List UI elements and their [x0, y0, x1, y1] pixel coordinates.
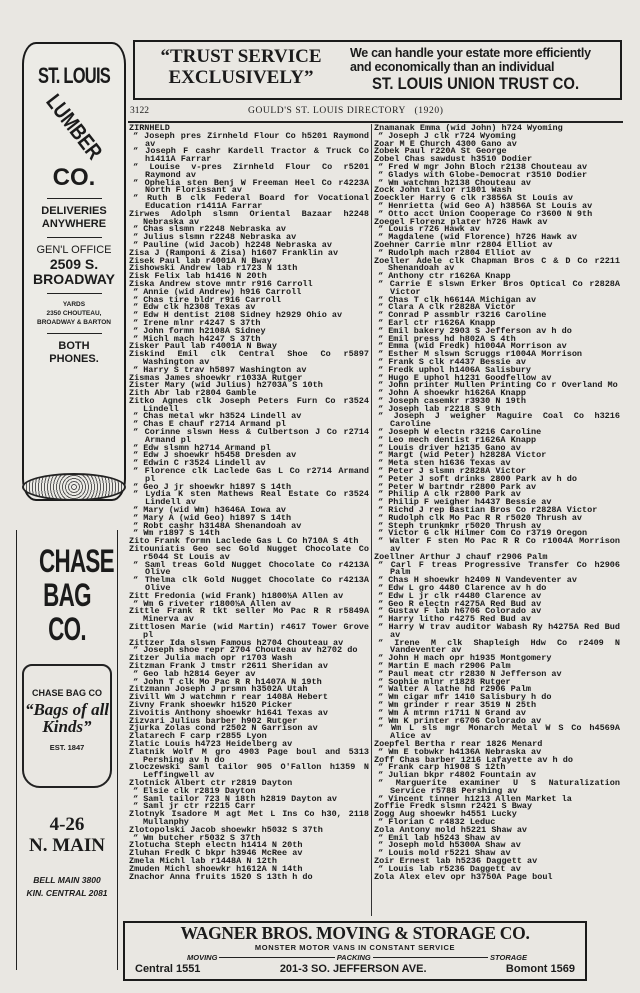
directory-entry: Zivoitis Anthony shoewkr h1641 Texas av	[129, 707, 328, 718]
directory-entry: “ Wm grinder r rear 3519 N 25th	[378, 699, 537, 710]
directory-entry: “ Florence clk Laclede Gas L Co r2714 Armand pl	[133, 466, 369, 484]
directory-entry: “ Vincent tinner h1213 Allen Market la	[378, 793, 572, 804]
directory-entry: “ John printer Mullen Printing Co r Overland Mo	[378, 380, 618, 391]
directory-entry: “ Ophelia sten Benj W Freeman Heel Co r4223A North Florissant av	[133, 177, 369, 196]
directory-entry: “ Harry S trav h5897 Washington av	[133, 364, 307, 375]
directory-entry: Zizvari Julius barber h902 Rutger	[129, 715, 298, 726]
lumber-yards: 2350 CHOUTEAU,	[46, 310, 102, 317]
directory-entry: “ Fredk uphol h1406A Salisbury	[378, 364, 532, 375]
directory-entry: “ Walter A lathe hd r2906 Palm	[378, 684, 532, 695]
directory-entry: “ Wm G riveter r1800½A Allen av	[133, 598, 292, 609]
divider	[219, 957, 334, 958]
directory-entry: Ziskind Emil clk Central Shoe Co r5897 Washington av	[129, 349, 369, 367]
directory-entry: Zito Frank formn Laclede Gas L Co h710A S 4th	[129, 536, 359, 547]
ad-company-name: ST. LOUIS UNION TRUST CO.	[372, 75, 580, 93]
directory-entry: Zitt Fredonia (wid Frank) h1800½A Allen av	[129, 590, 344, 601]
directory-entry: “ Julius slsmn r2248 Nebraska av	[133, 232, 297, 243]
directory-entry: Zogg Aug shoewkr h4551 Lucky	[374, 809, 517, 820]
directory-entry: “ Steph trunkmkr r5020 Thrush av	[378, 520, 542, 531]
directory-entry: “ Walter F sten Mo Pac R R Co r1004A Morrison av	[378, 536, 620, 555]
directory-entry: “ Louis mold r5221 Shaw av	[378, 848, 511, 859]
service-label: PACKING	[336, 953, 371, 962]
moving-address: 201-3 SO. JEFFERSON AVE.	[279, 963, 427, 975]
directory-entry: “ Hugo E uphol h1231 Goodfellow av	[378, 372, 552, 383]
directory-entry: “ Thelma clk Gold Nugget Chocolate Co r4213A Olive	[133, 575, 369, 594]
lumber-company-advertisement	[22, 42, 126, 501]
directory-entry: “ Irene M clk Shapleigh Hdw Co r2409 N Vandeventer av	[378, 637, 620, 656]
chase-phones	[17, 874, 117, 900]
directory-entry: “ Elsie clk r2819 Dayton	[133, 785, 256, 796]
phone-left: Central 1551	[135, 963, 201, 975]
directory-entry: “ Mary (wid Wm) h3646A Iowa av	[133, 505, 287, 516]
directory-entry: Zmuden Michl shoewkr h1612A N 14th	[129, 863, 303, 874]
directory-entry: “ Edw L jr clk r4480 Clarence av	[378, 590, 542, 601]
directory-entry: Zobek Paul r220A St George	[374, 146, 507, 157]
directory-entry: Zlotucha Steph electn h1414 N 20th	[129, 840, 303, 851]
moving-company-name: WAGNER BROS. MOVING & STORAGE CO.	[180, 923, 530, 943]
directory-entry: “ Joseph F cashr Kardell Tractor & Truck Co h1411A Farrar	[133, 146, 369, 165]
directory-entry: “ Frank S clk r4437 Bessie av	[378, 356, 526, 367]
directory-entry: Zlotopolski Jacob shoewkr h5032 S 37th	[129, 824, 323, 835]
directory-entry: “ Chas tire bldr r916 Carroll	[133, 294, 281, 305]
directory-entry: Zittle Frank R tkt seller Mo Pac R R r5849A Minerva av	[129, 606, 369, 625]
directory-entry: Znamanak Emma (wid John) h724 Wyoming	[374, 123, 563, 133]
directory-entry: “ Wm A mtrmn r1711 N Grand av	[378, 707, 526, 718]
directory-entry: “ Louis driver h2135 Gano av	[378, 442, 521, 453]
lumber-name: CO.	[52, 164, 96, 191]
directory-entry: “ Lydia K sten Mathews Real Estate Co r3524 Lindell av	[133, 489, 369, 508]
directory-entry: Zittzer Ida slswn Famous h2704 Chouteau av	[129, 637, 344, 648]
directory-entry: “ Emil lab h5243 Shaw av	[378, 832, 501, 843]
directory-entry: “ Fred W mgr John Bloch r2138 Chouteau av	[378, 161, 588, 172]
directory-entry: “ Joseph mold h5300A Shaw av	[378, 840, 521, 851]
directory-entry: “ Peter W bartndr r2800 Park av	[378, 481, 537, 492]
directory-entry: Zitzer Julia mach opr r1703 Wash	[129, 653, 293, 664]
directory-entry: “ Conrad P assmblr r3216 Caroline	[378, 310, 547, 321]
service-label: STORAGE	[490, 953, 527, 962]
directory-entry: “ Mary A (wid Geo) h1897 S 14th	[133, 512, 292, 523]
directory-entry: “ Joseph shoe repr 2704 Chouteau av h2702 do	[133, 645, 358, 656]
directory-entry: “ Geo J jr shoewkr h1897 S 14th	[133, 481, 292, 492]
directory-entry: “ Wm E tobwkr h4136A Nebraska av	[378, 746, 542, 757]
directory-entry: “ Harry W trav auditor Wabash Ry h4275A Red Bud av	[378, 622, 620, 640]
directory-entry: “ Paul meat ctr r2830 N Jefferson av	[378, 668, 562, 679]
directory-entry: Zjurka Zolas cond r2502 N Garrison av	[129, 723, 318, 734]
directory-entry: “ Peter J soft drinks 2800 Park av h do	[378, 473, 577, 484]
directory-entry: Zoeckler Harry G clk r3856A St Louis av	[374, 193, 573, 204]
page-number: 3122	[130, 106, 149, 116]
directory-entry: “ Louis lab r5236 Daggett av	[378, 863, 521, 874]
directory-entry: Zluhan Fredk C bkpr h3946 McRee av	[129, 848, 303, 859]
lumber-name: ST. LOUIS	[37, 63, 111, 88]
chase-name: CHASE BAG CO.	[39, 543, 114, 647]
directory-entry: Zoellner Arthur J chauf r2906 Palm	[374, 551, 548, 562]
directory-entry: Zmela Michl lab r1448A N 12th	[129, 855, 277, 866]
directory-entry: Zivill Wm J watchmn r rear 1408A Hebert	[129, 692, 328, 703]
chase-address-line: 4-26	[49, 814, 85, 835]
directory-entry: “ Geo lab h2814 Geyer av	[133, 668, 256, 679]
ad-pitch-line: and economically than an individual	[350, 60, 555, 74]
directory-entry: “ Philip A clk r2800 Park av	[378, 489, 521, 500]
directory-entry: Zobel Chas sawdust h3510 Dodier	[374, 154, 533, 165]
directory-entry: “ Emil press hd h802A S 4th	[378, 333, 516, 344]
directory-entry: “ Michl mach h4247 S 37th	[133, 333, 261, 344]
directory-entry: Zola Antony mold h5221 Shaw av	[374, 824, 528, 835]
directory-entry: Zittlosen Marie (wid Martin) r4617 Tower Grove pl	[129, 622, 369, 640]
directory-entry: Zith Abr lab r2804 Gamble	[129, 388, 257, 399]
directory-column-right	[374, 125, 620, 881]
moving-company-advertisement	[123, 921, 587, 981]
directory-entry: “ Joseph J weigher Maguire Coal Co h3216 Caroline	[378, 411, 620, 430]
directory-entry: “ Frank carp h1908 S 12th	[378, 762, 506, 773]
trust-company-advertisement	[133, 40, 622, 100]
directory-entry: “ Emma (wid Fredk) h1004A Morrison av	[378, 341, 567, 352]
directory-entry: “ Margt (wid Peter) h2828A Victor	[378, 450, 547, 461]
directory-entry: Znachor Anna fruits 1520 S 13th h do	[129, 871, 313, 882]
lumber-yards: BROADWAY & BARTON	[37, 319, 111, 326]
directory-entry: Zoar M E Church 4300 Gano av	[374, 138, 517, 149]
surname-heading: ZIRNHELD	[129, 123, 170, 133]
directory-entry: “ Julian bkpr r4802 Fountain av	[378, 770, 537, 781]
directory-entry: “ Chas E chauf r2714 Armand pl	[133, 419, 287, 430]
directory-entry: “ Chas H shoewkr h2409 N Vandeventer av	[378, 575, 577, 586]
divider	[47, 237, 102, 238]
lumber-phones: BOTH PHONES.	[49, 340, 99, 365]
directory-entry: “ Edw L gro 4480 Clarence av h do	[378, 583, 547, 594]
directory-entry: Zismas James shoewkr r1033A Rutger	[129, 372, 303, 383]
directory-entry: Zlotnick Albert ctr r2819 Dayton	[129, 777, 293, 788]
directory-entry: “ Wm butcher r5032 S 37th	[133, 832, 261, 843]
directory-entry: “ Corinne slswn Hess & Culbertson J Co r2714 Armand pl	[133, 427, 369, 445]
ad-slogan: “TRUST SERVICE EXCLUSIVELY”	[160, 46, 322, 88]
directory-entry: Zisk Felix lab h1416 N 20th	[129, 271, 267, 282]
chase-address	[17, 814, 117, 856]
directory-entry: “ Wm watchmn h2138 Chouteau av	[378, 177, 532, 188]
directory-entry: Zoeller Adele clk Chapman Bros C & D Co r2211 Shenandoah av	[374, 255, 620, 274]
directory-entry: “ Sophie mlnr r1828 Rutger	[378, 676, 511, 687]
moving-tagline: MONSTER MOTOR VANS IN CONSTANT SERVICE	[254, 943, 456, 952]
bag-established: EST. 1847	[49, 743, 85, 752]
log-end-icon	[22, 473, 126, 501]
directory-entry: “ Carl F treas Progressive Transfer Co h2906 Palm	[378, 559, 620, 578]
directory-entry: “ Chas slsmn r2248 Nebraska av	[133, 224, 287, 235]
directory-entry: “ Pauline (wid Jacob) h2248 Nebraska av	[133, 239, 332, 250]
directory-entry: “ John H mach opr h1935 Montgomery	[378, 653, 552, 664]
directory-entry: “ Marguerite examiner U S Naturalization Service r5788 Pershing av	[378, 777, 620, 796]
directory-entry: Ziska Andrew stove mntr r916 Carroll	[129, 278, 313, 289]
directory-entry: “ Gladys with Globe-Democrat r3510 Dodier	[378, 169, 588, 180]
divider	[47, 333, 102, 334]
directory-entry: “ Emil bakery 2903 S Jefferson av h do	[378, 325, 572, 336]
directory-entry: Zlatnik Wolf M gro 4903 Page boul and 5313 Pershing av h do	[129, 746, 369, 765]
directory-entry: “ Saml tailor 723 N 18th h2819 Dayton av	[133, 793, 338, 804]
directory-entry: “ Esther M slswn Scruggs r1004A Morrison	[378, 349, 583, 360]
directory-entry: Zisker Paul lab r4001A N Bway	[129, 341, 277, 352]
directory-entry: “ Rudolph clk Mo Pac R R r5020 Thrush av	[378, 512, 583, 523]
directory-entry: Zitouniatis Geo sec Gold Nugget Chocolate Co r5044 St Louis av	[129, 544, 369, 562]
directory-entry: Zisek Paul lab r4001A N Bway	[129, 255, 272, 266]
moving-services	[187, 953, 527, 962]
directory-entry: “ Carrie E slswn Erker Bros Optical Co r2828A Victor	[378, 278, 620, 297]
lumber-name: LUMBER	[41, 89, 108, 165]
ad-pitch-line: We can handle your estate more efficiently	[350, 46, 591, 60]
directory-entry: Zoehner Carrie mlnr r2804 Elliot av	[374, 239, 553, 250]
directory-entry: “ Chas metal wkr h3524 Lindell av	[133, 411, 302, 422]
directory-entry: “ Wm cigar mfr 1410 Salisbury h do	[378, 692, 552, 703]
directory-entry: Zola Alex elev opr h3750A Page boul	[374, 871, 553, 882]
directory-entry: “ Edw slsmn h2714 Armand pl	[133, 442, 271, 453]
directory-entry: “ John T clk Mo Pac R R h1407A N 19th	[133, 676, 322, 687]
directory-entry: “ Earl ctr r1626A Knapp	[378, 317, 496, 328]
divider	[373, 957, 488, 958]
directory-entry: Zoff Chas barber 1216 Lafayette av h do	[374, 754, 573, 765]
directory-entry: Zoegel Florenz plater h726 Hawk av	[374, 216, 548, 227]
phone-right: Bomont 1569	[505, 963, 575, 975]
directory-entry: “ Harry litho r4275 Red Bud av	[378, 614, 532, 625]
ad-pitch	[350, 46, 591, 74]
directory-entry: “ Joseph pres Zirnheld Flour Co h5201 Raymond av	[133, 130, 369, 149]
chase-bag-advertisement	[16, 530, 118, 970]
directory-entry: “ Joseph lab r2218 S 9th	[378, 403, 501, 414]
directory-entry: “ Martin E mach r2906 Palm	[378, 660, 511, 671]
column-divider	[371, 124, 372, 916]
directory-entry: Zloczewski Saml tailor 905 O'Fallon h1359 N Leffingwell av	[129, 762, 369, 781]
directory-entry: Zitzmann Joseph J prsmn h3502A Utah	[129, 684, 308, 695]
directory-entry: “ Richd J rep Bastian Bros Co r2828A Victor	[378, 505, 598, 516]
directory-entry: “ Wm L sls mgr Monarch Metal W S Co h4569A Alice av	[378, 723, 620, 742]
directory-entry: “ Joseph W electn r3216 Caroline	[378, 427, 542, 438]
directory-entry: “ Magdalene (wid Florence) h726 Hawk av	[378, 232, 577, 243]
chase-phone: BELL MAIN 3800	[33, 875, 101, 885]
directory-column-left	[129, 125, 369, 881]
directory-entry: “ Florian C r4832 Leduc	[378, 816, 496, 827]
directory-entry: “ Victor G clk Hilmer Com Co r3719 Oregon	[378, 528, 588, 539]
directory-entry: “ Louise v-pres Zirnheld Flour Co r5201 Raymond av	[133, 161, 369, 180]
bag-slogan: “Bags of all Kinds”	[24, 700, 110, 736]
directory-entry: “ Leo mech dentist r1626A Knapp	[378, 434, 537, 445]
directory-entry: Zisa J (Ramponi & Zisa) h1607 Franklin av	[129, 247, 339, 258]
directory-entry: “ Anthony ctr r1626A Knapp	[378, 271, 511, 282]
directory-entry: “ Philip F weigher h4437 Bessie av	[378, 497, 552, 508]
directory-entry: “ Otto acct Union Cooperage Co r3600 N 9th	[378, 208, 593, 219]
service-label: MOVING	[187, 953, 218, 962]
directory-entry: “ Meta sten h1636 Texas av	[378, 458, 511, 469]
directory-entry: “ Chas T clk h6614A Michigan av	[378, 294, 537, 305]
directory-entry: Zoffie Fredk slsmn r2421 S Bway	[374, 801, 533, 812]
directory-entry: “ Louis r726 Hawk av	[378, 224, 481, 235]
directory-entry: “ Clara A clk r2828A Victor	[378, 302, 516, 313]
directory-entry: Zishowski Andrew lab r1723 N 13th	[129, 263, 298, 274]
directory-entry: “ Geo R electn r4275A Red Bud av	[378, 598, 542, 609]
directory-entry: “ John A shoewkr h1626A Knapp	[378, 388, 526, 399]
page-title: GOULD'S ST. LOUIS DIRECTORY (1920)	[248, 106, 444, 116]
directory-entry: Zoepfel Bertha r rear 1826 Menard	[374, 738, 543, 749]
directory-entry: “ Wm r1897 S 14th	[133, 528, 220, 539]
lumber-yards-label: YARDS	[62, 301, 86, 308]
directory-entry: “ Annie (wid Andrew) h916 Carroll	[133, 286, 302, 297]
chase-address-line: N. MAIN	[29, 835, 105, 856]
directory-entry: “ Edwin C r3524 Lindell av	[133, 458, 266, 469]
directory-entry: “ Ruth B clk Federal Board for Vocational Education r1411A Farrar	[133, 193, 369, 211]
directory-entry: “ Saml treas Gold Nugget Chocolate Co r4213A Olive	[133, 559, 369, 578]
directory-entry: “ Joseph casemkr r3930 N 19th	[378, 395, 526, 406]
directory-entry: “ Robt cashr h3148A Shenandoah av	[133, 520, 302, 531]
directory-entry: “ Gustav F lab h6706 Colorado av	[378, 606, 542, 617]
directory-entry: “ Joseph J clk r724 Wyoming	[378, 130, 516, 141]
lumber-deliveries: DELIVERIES ANYWHERE	[41, 205, 107, 230]
directory-entry: Zirwes Adolph slsmn Oriental Bazaar h2248 Nebraska av	[129, 208, 369, 227]
directory-entry: “ John formn h2108A Sidney	[133, 325, 266, 336]
directory-entry: “ Saml jr ctr r2215 Carr	[133, 801, 256, 812]
bag-illustration	[22, 664, 112, 788]
chase-phone: KIN. CENTRAL 2081	[26, 888, 108, 898]
directory-entry: “ Henrietta (wid Geo A) h3856A St Louis av	[378, 200, 593, 211]
divider	[47, 198, 102, 199]
directory-entry: “ Edw H dentist 2108 Sidney h2929 Ohio av	[133, 310, 343, 321]
directory-entry: Zlotnyk Isadore M agt Met L Ins Co h30, 2118 Mullanphy	[129, 809, 369, 827]
directory-entry: “ Irene mlnr r4247 S 37th	[133, 317, 261, 328]
directory-entry: Zister Mary (wid Julius) h2703A S 10th	[129, 380, 323, 391]
directory-entry: “ Rudolph mach r2804 Elliot av	[378, 247, 532, 258]
directory-entry: Zlatarech F carp r2855 Lyon	[129, 731, 267, 742]
moving-contact	[135, 963, 575, 975]
directory-entry: Zock John tailor r1801 Wash	[374, 185, 512, 196]
directory-entry: Zlatic Louis h4723 Heidelberg av	[129, 738, 293, 749]
directory-entry: “ Wm K printer r6706 Colorado av	[378, 715, 542, 726]
directory-entry: Zivny Frank shoewkr h1520 Picker	[129, 699, 293, 710]
directory-entry: Zoir Ernest lab h5236 Daggett av	[374, 855, 538, 866]
lumber-office-address: 2509 S. BROADWAY	[33, 256, 115, 287]
divider	[47, 293, 102, 294]
lumber-office-label: GEN'L OFFICE	[36, 244, 112, 256]
bag-label: CHASE BAG CO	[31, 688, 102, 698]
directory-entry: “ Edw J shoewkr h5458 Dresden av	[133, 450, 297, 461]
directory-entry: Zitko Agnes clk Joseph Peters Furn Co r3524 Lindell	[129, 395, 369, 414]
directory-entry: Zitzman Frank J tmstr r2611 Sheridan av	[129, 660, 328, 671]
directory-entry: “ Peter J slsmn r2828A Victor	[378, 466, 526, 477]
directory-entry: “ Edw clk h2308 Texas av	[133, 302, 256, 313]
